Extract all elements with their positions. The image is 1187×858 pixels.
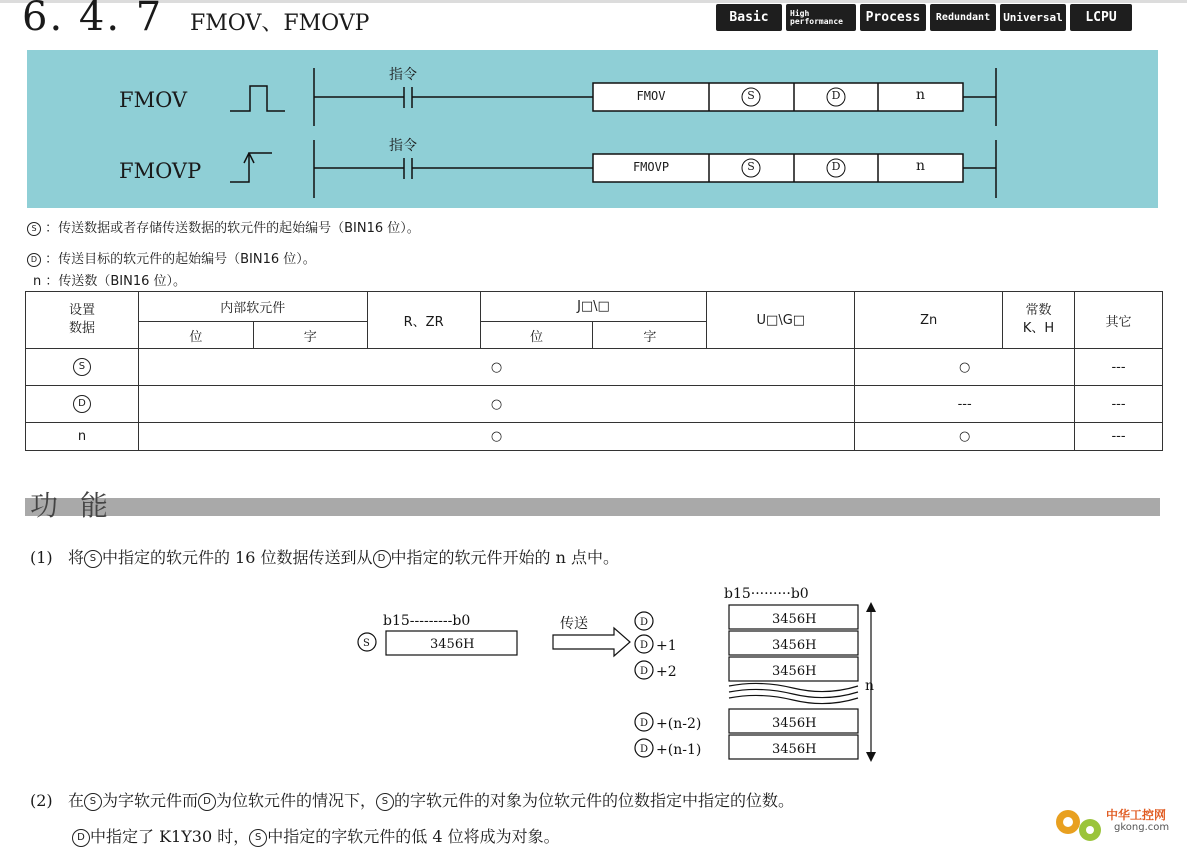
dst-bits-label: b15·········b0 [724,586,809,602]
paragraph-1: (1) 将 S 中指定的软元件的 16 位数据传送到从 D 中指定的软元件开始的 n 点中。 [30,548,619,567]
th-internal-bit: 位 [138,322,253,349]
ladder-diagram [27,50,1158,208]
table-row: D ○ --- --- [26,386,1163,423]
th-internal-word: 字 [253,322,367,349]
pulse-icon [230,86,285,111]
th-j: J□\□ [480,292,707,322]
note-d: D ：传送目标的软元件的起始编号（BIN16 位）。 [27,248,316,267]
operand-n-row2: n [915,158,926,174]
th-rzr: R、ZR [367,292,480,349]
svg-text:3456H: 3456H [772,664,817,679]
note-s: S ：传送数据或者存储传送数据的软元件的起始编号（BIN16 位）。 [27,217,420,236]
note-n: n ：传送数（BIN16 位）。 [33,274,187,289]
ladder-row1-name: FMOV [119,88,188,112]
svg-text:S: S [363,638,370,649]
ladder-row2-name: FMOVP [119,159,202,183]
svg-text:3456H: 3456H [772,638,817,653]
operand-d-row1: D [831,89,841,102]
section-title: FMOV、FMOVP [190,11,370,36]
watermark-logo: 中华工控网 gkong.com [1050,800,1180,854]
table-row: S ○ ○ --- [26,349,1163,386]
svg-text:3456H: 3456H [772,612,817,627]
badge-basic: Basic [716,4,782,31]
svg-text:3456H: 3456H [772,742,817,757]
svg-text:3456H: 3456H [430,637,475,652]
badge-redundant: Redundant [930,4,996,31]
instr-row1: FMOV [636,89,666,103]
paragraph-3: D 中指定了 K1Y30 时， S 中指定的字软元件的低 4 位将成为对象。 [72,824,560,847]
th-setting: 设置 数据 [26,292,139,349]
th-const: 常数 K、H [1003,292,1075,349]
instr-row2: FMOVP [632,160,670,174]
th-u: U□\G□ [707,292,855,349]
function-bar [25,498,1160,516]
svg-text:n: n [865,678,875,694]
transfer-arrow-icon [553,628,630,656]
svg-text:D: D [640,666,649,677]
badge-high-performance: High performance [786,4,856,31]
ladder-panel [27,50,1158,208]
badge-process: Process [860,4,926,31]
th-j-word: 字 [593,322,707,349]
top-rule [0,0,1187,3]
table-row: n ○ ○ --- [26,423,1163,451]
svg-text:+2: +2 [656,664,677,680]
operand-d-row2: D [831,160,841,173]
paragraph-2: (2) 在 S 为字软元件而 D 为位软元件的情况下， S 的字软元件的对象为位软元件的位数指定中指定的位数。 [30,791,794,810]
svg-text:D: D [640,617,649,628]
operand-s-row2: S [747,160,755,173]
cpu-badges [716,4,1132,31]
svg-text:D: D [640,744,649,755]
svg-text:D: D [640,640,649,651]
svg-text:+(n-1): +(n-1) [656,742,702,758]
section-number: 6. 4. 7 [22,0,164,40]
operand-n-row1: n [915,87,926,103]
svg-text:D: D [640,718,649,729]
function-title: 功能 [30,489,131,522]
transfer-diagram [340,578,900,768]
svg-text:3456H: 3456H [772,716,817,731]
th-other: 其它 [1075,292,1163,349]
svg-text:+(n-2): +(n-2) [656,716,702,732]
svg-text:传送: 传送 [560,616,588,632]
th-zn: Zn [855,292,1003,349]
badge-universal: Universal [1000,4,1066,31]
svg-text:+1: +1 [656,638,677,654]
src-bits-label: b15---------b0 [383,613,471,629]
contact-label-row2: 指令 [389,138,417,154]
device-table [25,291,1163,451]
contact-label-row1: 指令 [389,67,417,83]
th-j-bit: 位 [480,322,593,349]
badge-lcpu: LCPU [1070,4,1132,31]
operand-s-row1: S [747,89,755,102]
arrow-up-icon [866,602,876,612]
th-internal: 内部软元件 [138,292,367,322]
arrow-down-icon [866,752,876,762]
